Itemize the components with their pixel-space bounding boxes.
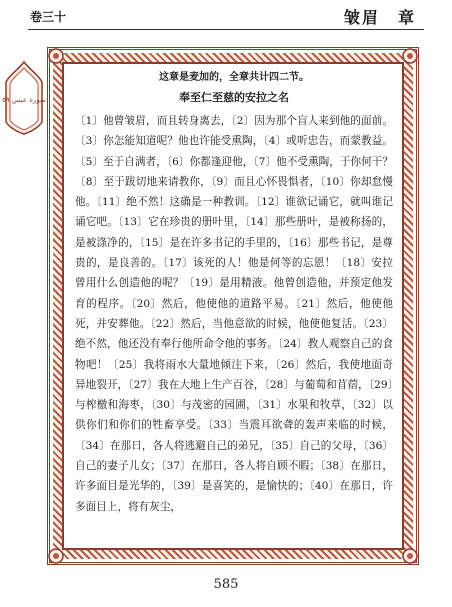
chapter-note: 这章是麦加的，全章共计四二节。 — [159, 72, 309, 83]
verse-text: 〔1〕他曾皱眉，而且转身离去，〔2〕因为那个盲人来到他的面前。〔3〕你怎能知道呢？他也许能受熏陶，〔4〕或听忠告，而蒙教益。〔5〕至于自满者，〔6〕你都逢迎他，〔7〕他不受熏陶，于你何干？〔8〕至于跋切地来请教你，〔9〕而且心怀畏惧者，〔10〕你却怠慢他。〔11〕绝不然！这确是一种教训。〔12〕谁欲记诵它，就叫谁记诵它吧。〔13〕它在珍贵的册叶里，〔14〕那些册叶，是被称扬的，是被涤净的，〔15〕是在许多书记的手里的，〔16〕那些书记，是尊贵的，是良善的。〔17〕该死的人！他是何等的忘恩！〔18〕安拉曾用什么创造他的呢？〔19〕是用精液。他曾创造他，并预定他发育的程序。〔20〕然后，他使他的道路平易。〔21〕然后，他使他死，并安葬他。〔22〕然后，当他意欲的时候，他使他复活。〔23〕绝不然，他还没有奉行他所命令他的事务。〔24〕教人观察自己的食物吧！〔25〕我将雨水大量地倾注下来，〔26〕然后，我使地面奇异地裂开，〔27〕我在大地上生产百谷，〔28〕与葡萄和苜蓿，〔29〕与榨檄和海枣，〔30〕与茂密的园圃，〔31〕水果和牧草，〔32〕以供你们和你们的牲畜享受。〔33〕当震耳欲聋的轰声来临的时候，〔34〕在那日，各人将逃避自己的弟兄，〔35〕自己的父母，〔36〕自己的妻子儿女；〔37〕在那日，各人将自顾不暇；〔38〕在那日，许多面目是光华的，〔39〕是喜笑的，是愉快的；〔40〕在那日，许多面目上，将有灰尘， — [75, 115, 393, 513]
surah-medallion — [4, 60, 44, 136]
corner-ornament-icon — [401, 47, 419, 65]
corner-ornament-icon — [47, 547, 65, 565]
chapter-label: 卷三十 — [30, 10, 67, 24]
basmala-heading: 奉至仁至慈的安拉之名 — [179, 91, 289, 104]
page-content — [75, 66, 393, 517]
medallion-ornament-icon — [4, 60, 44, 136]
header-rule — [28, 29, 424, 30]
corner-ornament-icon — [401, 547, 419, 565]
surah-title: 皱眉 章 — [343, 8, 416, 27]
page-number: 585 — [213, 577, 239, 592]
corner-ornament-icon — [47, 47, 65, 65]
medallion-text: سورة عبس ٥٩ — [2, 96, 46, 104]
